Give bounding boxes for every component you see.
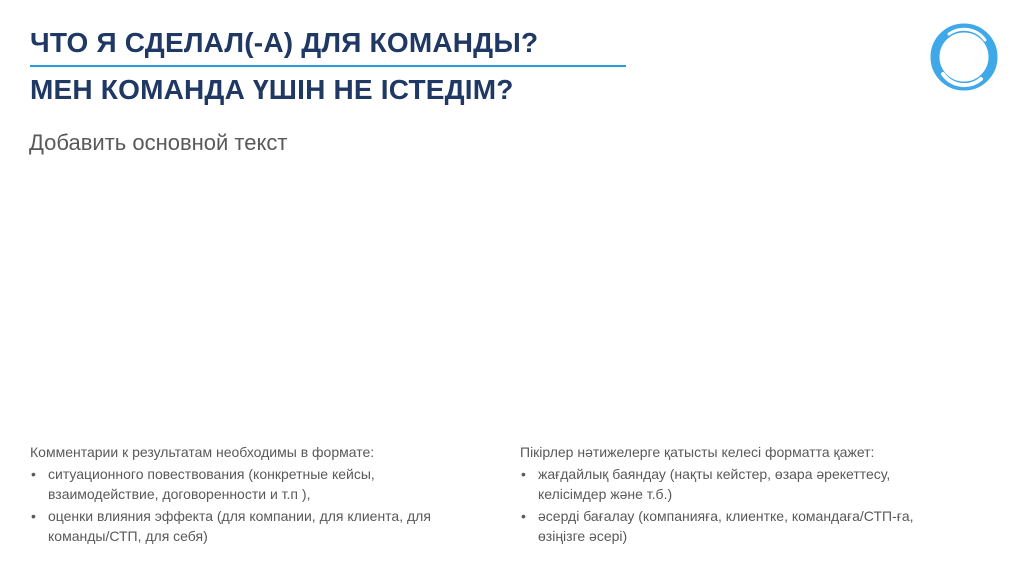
- list-item: [30, 464, 500, 504]
- slide-title-line-2: МЕН КОМАНДА ҮШІН НЕ ІСТЕДІМ?: [30, 74, 514, 105]
- list-item-line: взаимодействие, договоренности и т.п ),: [48, 486, 311, 502]
- list-item-line: ситуационного повествования (конкретные кейсы,: [48, 466, 375, 482]
- notes-russian: [30, 442, 500, 546]
- notes-kazakh: [520, 442, 990, 546]
- notes-list: [520, 464, 990, 546]
- bullet: •: [31, 466, 36, 482]
- slide-title-line-1: ЧТО Я СДЕЛАЛ(-А) ДЛЯ КОМАНДЫ?: [30, 27, 539, 58]
- bullet: •: [521, 466, 526, 482]
- title-divider: [30, 65, 626, 67]
- list-item-line: жағдайлық баяндау (нақты кейстер, өзара әрекеттесу,: [538, 466, 891, 482]
- body-text-placeholder[interactable]: Добавить основной текст: [29, 130, 288, 155]
- list-item-line: әсерді бағалау (компанияға, клиентке, командаға/СТП-ға,: [538, 508, 914, 524]
- bullet: •: [31, 508, 36, 524]
- ring-logo-icon: [929, 22, 999, 92]
- bullet: •: [521, 508, 526, 524]
- list-item-line: команды/СТП, для себя): [48, 528, 208, 544]
- list-item: [520, 464, 990, 504]
- list-item-line: келісімдер және т.б.): [538, 486, 673, 502]
- list-item: [520, 506, 990, 546]
- notes-list: [30, 464, 500, 546]
- list-item: [30, 506, 500, 546]
- notes-intro: Комментарии к результатам необходимы в формате:: [30, 444, 375, 460]
- notes-intro: Пікірлер нәтижелерге қатысты келесі форматта қажет:: [520, 444, 875, 460]
- list-item-line: өзіңізге әсері): [538, 528, 628, 544]
- list-item-line: оценки влияния эффекта (для компании, для клиента, для: [48, 508, 431, 524]
